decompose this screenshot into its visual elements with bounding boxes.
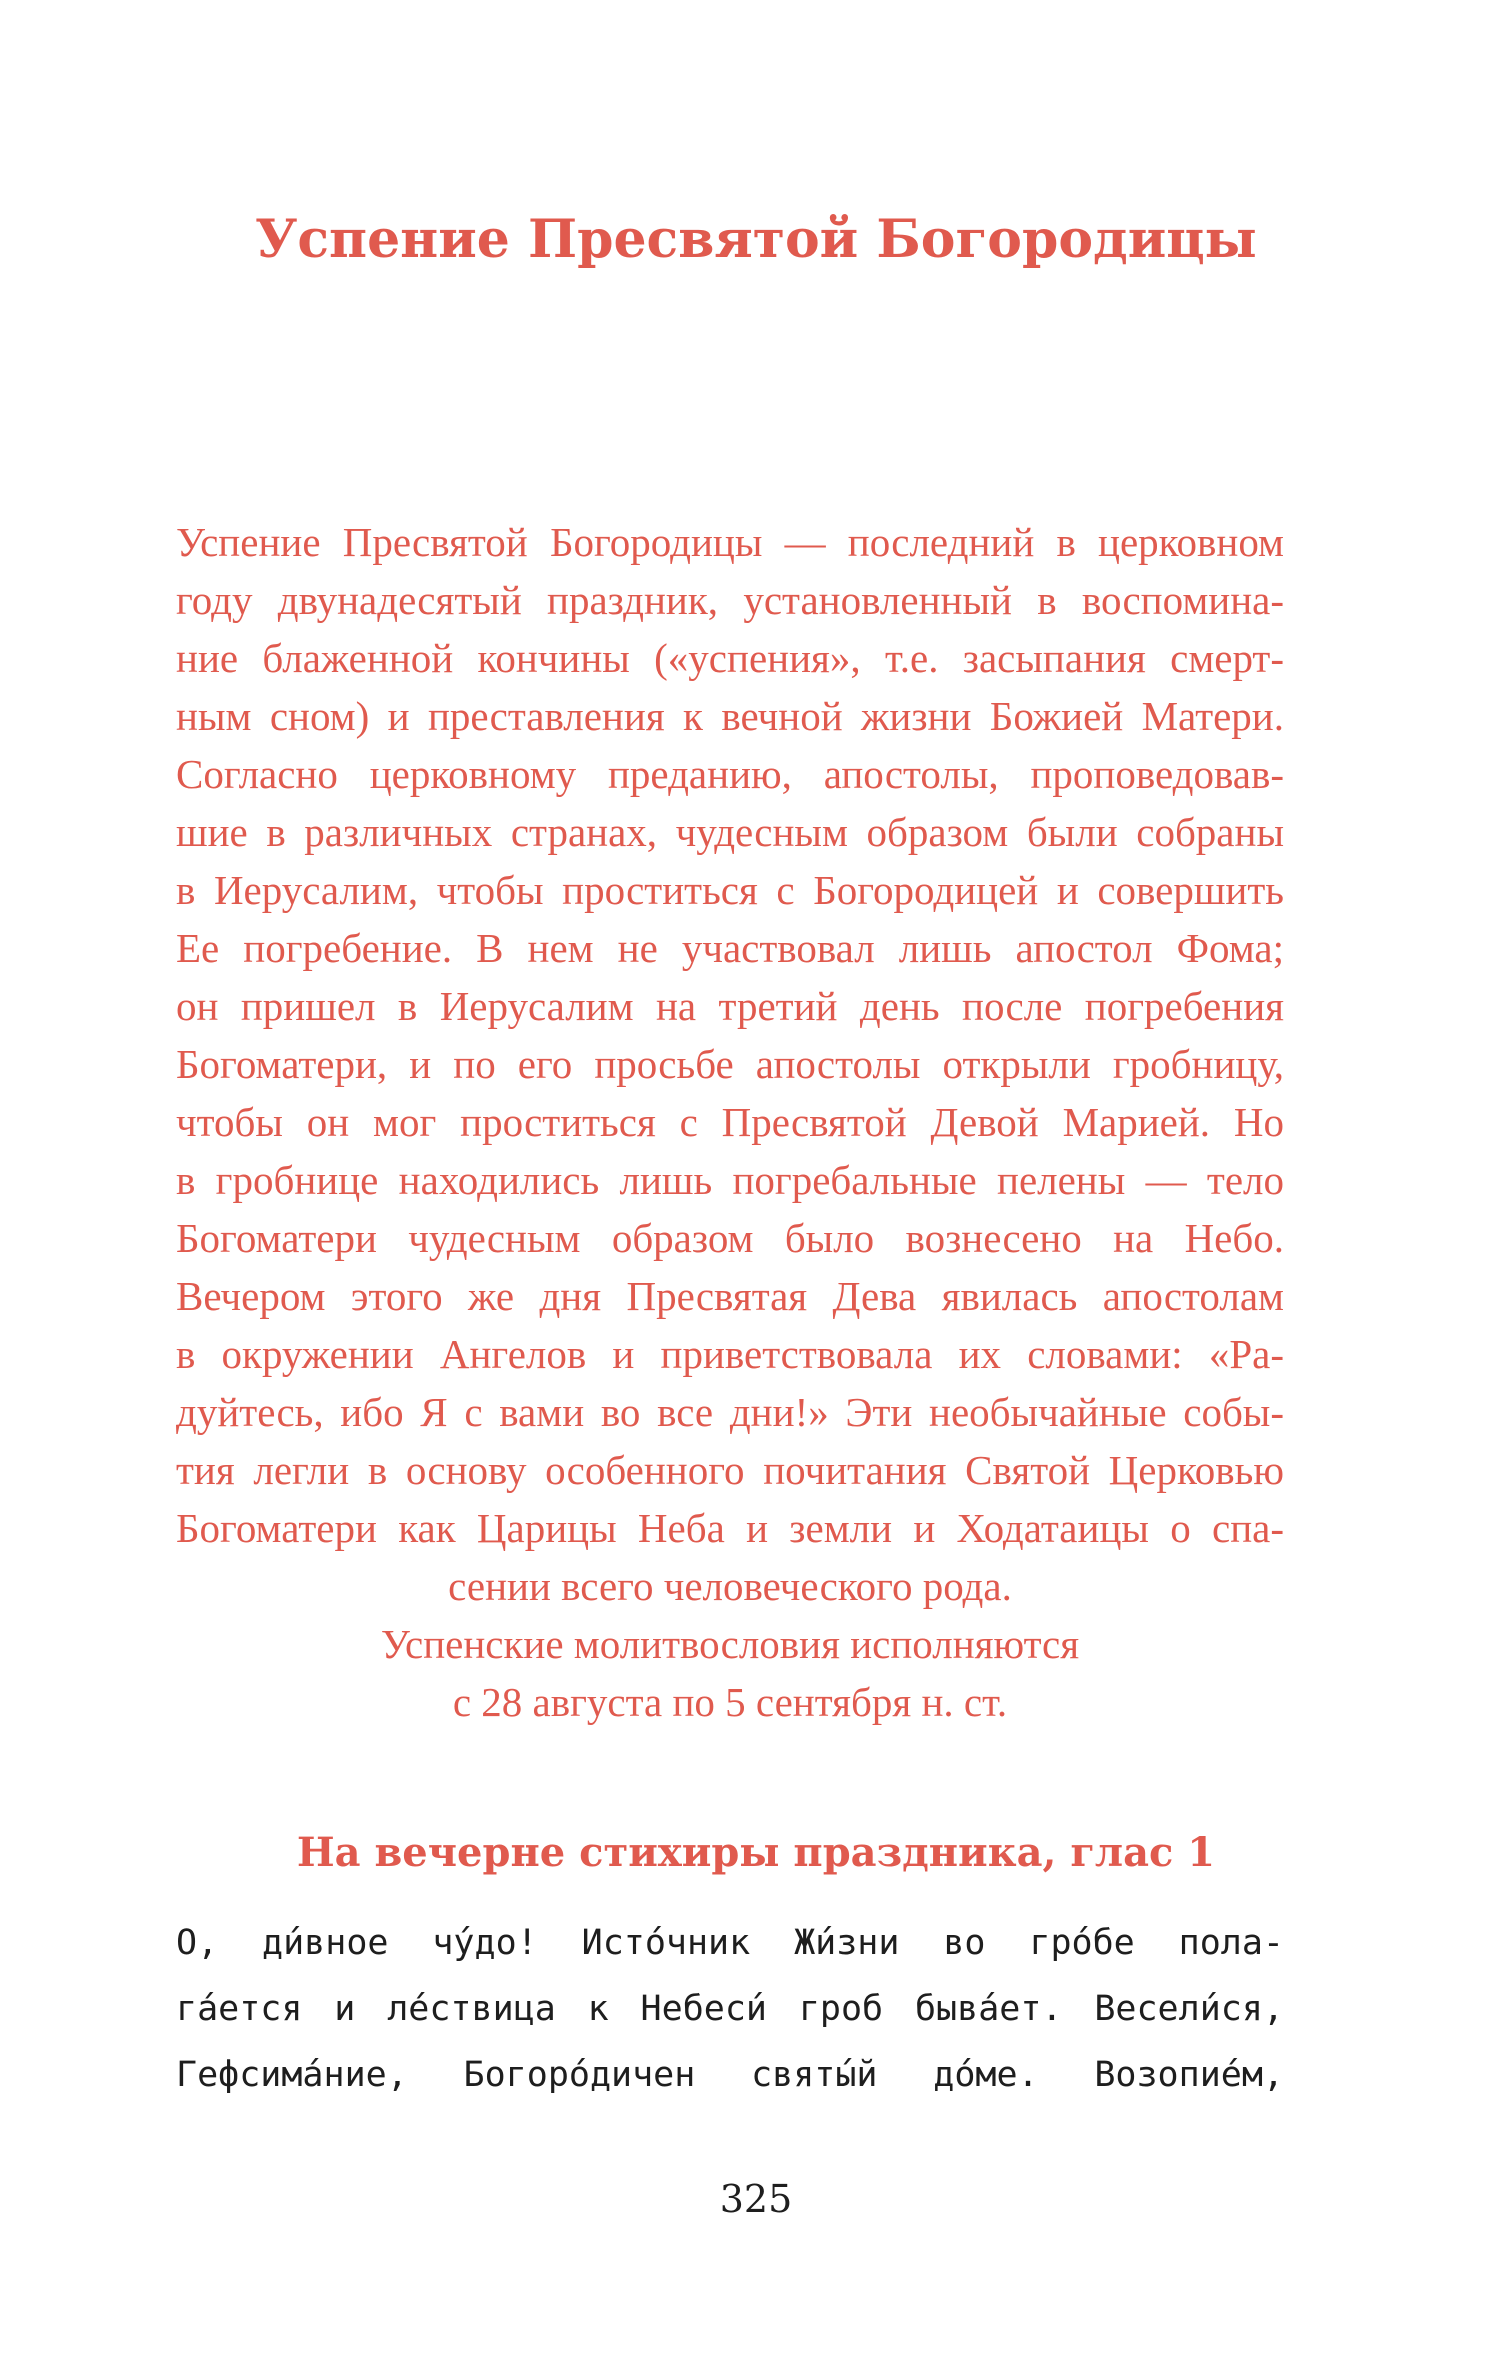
page-title: Успение Пресвятой Богородицы (255, 209, 1257, 270)
intro-line: Вечером этого же дня Пресвятая Дева явилась апостолам (176, 1273, 1284, 1319)
hymn-line: га́ется и ле́ствица к Небеси́ гроб быва́ет. Весели́ся, (176, 1989, 1284, 2029)
intro-line: дуйтесь, ибо Я с вами во все дни!» Эти необычайные собы- (176, 1389, 1284, 1435)
intro-line: сении всего человеческого рода. (448, 1563, 1012, 1609)
intro-line: ным сном) и преставления к вечной жизни Божией Матери. (176, 693, 1284, 739)
intro-line: шие в различных странах, чудесным образом были собраны (176, 809, 1284, 855)
intro-line: году двунадесятый праздник, установленный в воспомина- (176, 577, 1284, 623)
intro-line: Богоматери чудесным образом было вознесено на Небо. (176, 1215, 1284, 1261)
intro-line: в гробнице находились лишь погребальные пелены — тело (176, 1157, 1284, 1203)
page-number: 325 (719, 2177, 793, 2221)
intro-line: он пришел в Иерусалим на третий день после погребения (176, 983, 1284, 1029)
hymn-text (176, 1910, 1284, 2108)
intro-line: Ее погребение. В нем не участвовал лишь апостол Фома; (176, 925, 1284, 971)
hymn-line: Гефсима́ние, Богоро́дичен святы́й до́ме. Возопие́м, (176, 2055, 1284, 2095)
intro-line: ние блаженной кончины («успения», т.е. засыпания смерт- (176, 635, 1284, 681)
intro-line: Богоматери как Царицы Неба и земли и Ходатаицы о спа- (176, 1505, 1284, 1551)
intro-line: чтобы он мог проститься с Пресвятой Девой Марией. Но (176, 1099, 1284, 1145)
intro-line: Согласно церковному преданию, апостолы, проповедовав- (176, 751, 1284, 797)
intro-note-line: с 28 августа по 5 сентября н. ст. (452, 1679, 1008, 1725)
intro-line: в окружении Ангелов и приветствовала их словами: «Ра- (176, 1331, 1284, 1377)
section-heading: На вечерне стихиры праздника, глас 1 (296, 1829, 1216, 1876)
intro-line: Успение Пресвятой Богородицы — последний в церковном (176, 519, 1284, 565)
intro-line: в Иерусалим, чтобы проститься с Богородицей и совершить (176, 867, 1284, 913)
intro-line: Богоматери, и по его просьбе апостолы открыли гробницу, (176, 1041, 1284, 1087)
intro-note-line: Успенские молитвословия исполняются (380, 1621, 1080, 1667)
intro-paragraph (176, 513, 1284, 1731)
hymn-line: О, ди́вное чу́до! Исто́чник Жи́зни во гро́бе пола- (176, 1923, 1284, 1963)
intro-line: тия легли в основу особенного почитания Святой Церковью (176, 1447, 1284, 1493)
